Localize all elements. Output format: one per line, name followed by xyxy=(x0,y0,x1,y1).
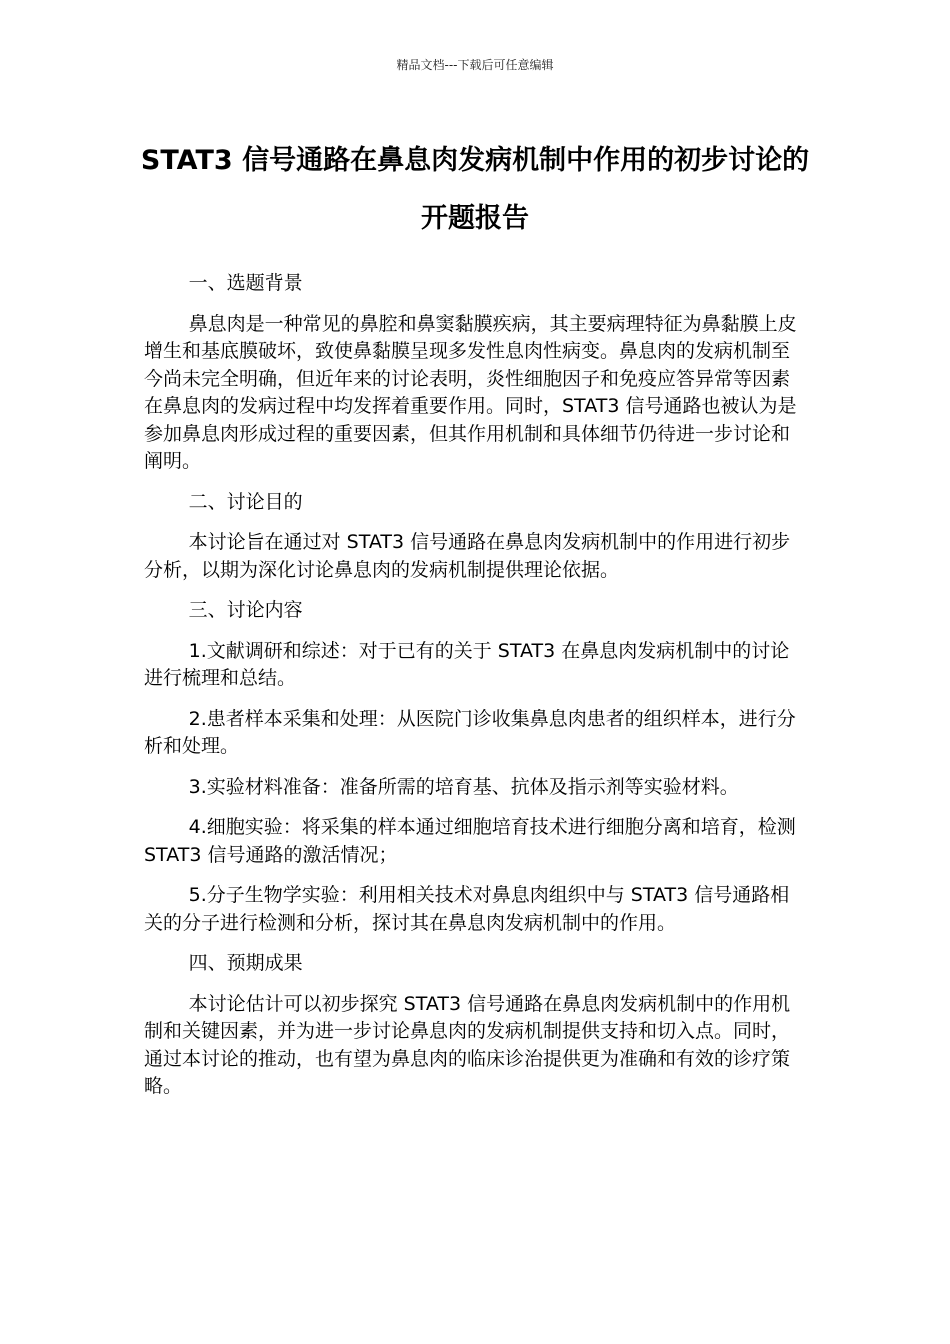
content-item-2: 2.患者样本采集和处理：从医院门诊收集鼻息肉患者的组织样本，进行分析和处理。 xyxy=(144,707,796,757)
section-heading-purpose: 二、讨论目的 xyxy=(188,490,303,513)
header-note: 精品文档---下载后可任意编辑 xyxy=(396,58,554,72)
background-paragraph: 鼻息肉是一种常见的鼻腔和鼻窦黏膜疾病，其主要病理特征为鼻黏膜上皮增生和基底膜破坏，致使鼻黏膜呈现多发性息肉性病变。鼻息肉的发病机制至今尚未完全明确，但近年来的讨论表明，炎性细胞因子和免疫应答异常等因素在鼻息肉的发病过程中均发挥着重要作用。同时，STAT3 信号通路也被认为是参加鼻息肉形成过程的重要因素，但其作用机制和具体细节仍待进一步讨论和阐明。 xyxy=(144,312,797,472)
section-heading-content: 三、讨论内容 xyxy=(188,599,303,621)
document-body xyxy=(144,270,806,1114)
section-heading-expected: 四、预期成果 xyxy=(188,952,303,974)
purpose-paragraph: 本讨论旨在通过对 STAT3 信号通路在鼻息肉发病机制中的作用进行初步分析，以期为深化讨论鼻息肉的发病机制提供理论依据。 xyxy=(144,531,791,581)
content-item-1: 1.文献调研和综述：对于已有的关于 STAT3 在鼻息肉发病机制中的讨论进行梳理和总结。 xyxy=(144,639,790,689)
expected-paragraph: 本讨论估计可以初步探究 STAT3 信号通路在鼻息肉发病机制中的作用机制和关键因素，并为进一步讨论鼻息肉的发病机制提供支持和切入点。同时，通过本讨论的推动，也有望为鼻息肉的临床诊治提供更为准确和有效的诊疗策略。 xyxy=(144,992,791,1097)
section-heading-background: 一、选题背景 xyxy=(188,272,303,294)
content-item-3: 3.实验材料准备：准备所需的培育基、抗体及指示剂等实验材料。 xyxy=(188,775,739,798)
content-item-4: 4.细胞实验：将采集的样本通过细胞培育技术进行细胞分离和培育，检测 STAT3 信号通路的激活情况； xyxy=(144,816,796,866)
document-title: STAT3 信号通路在鼻息肉发病机制中作用的初步讨论的开题报告 xyxy=(140,145,810,234)
content-item-5: 5.分子生物学实验：利用相关技术对鼻息肉组织中与 STAT3 信号通路相关的分子进行检测和分析，探讨其在鼻息肉发病机制中的作用。 xyxy=(144,884,790,934)
